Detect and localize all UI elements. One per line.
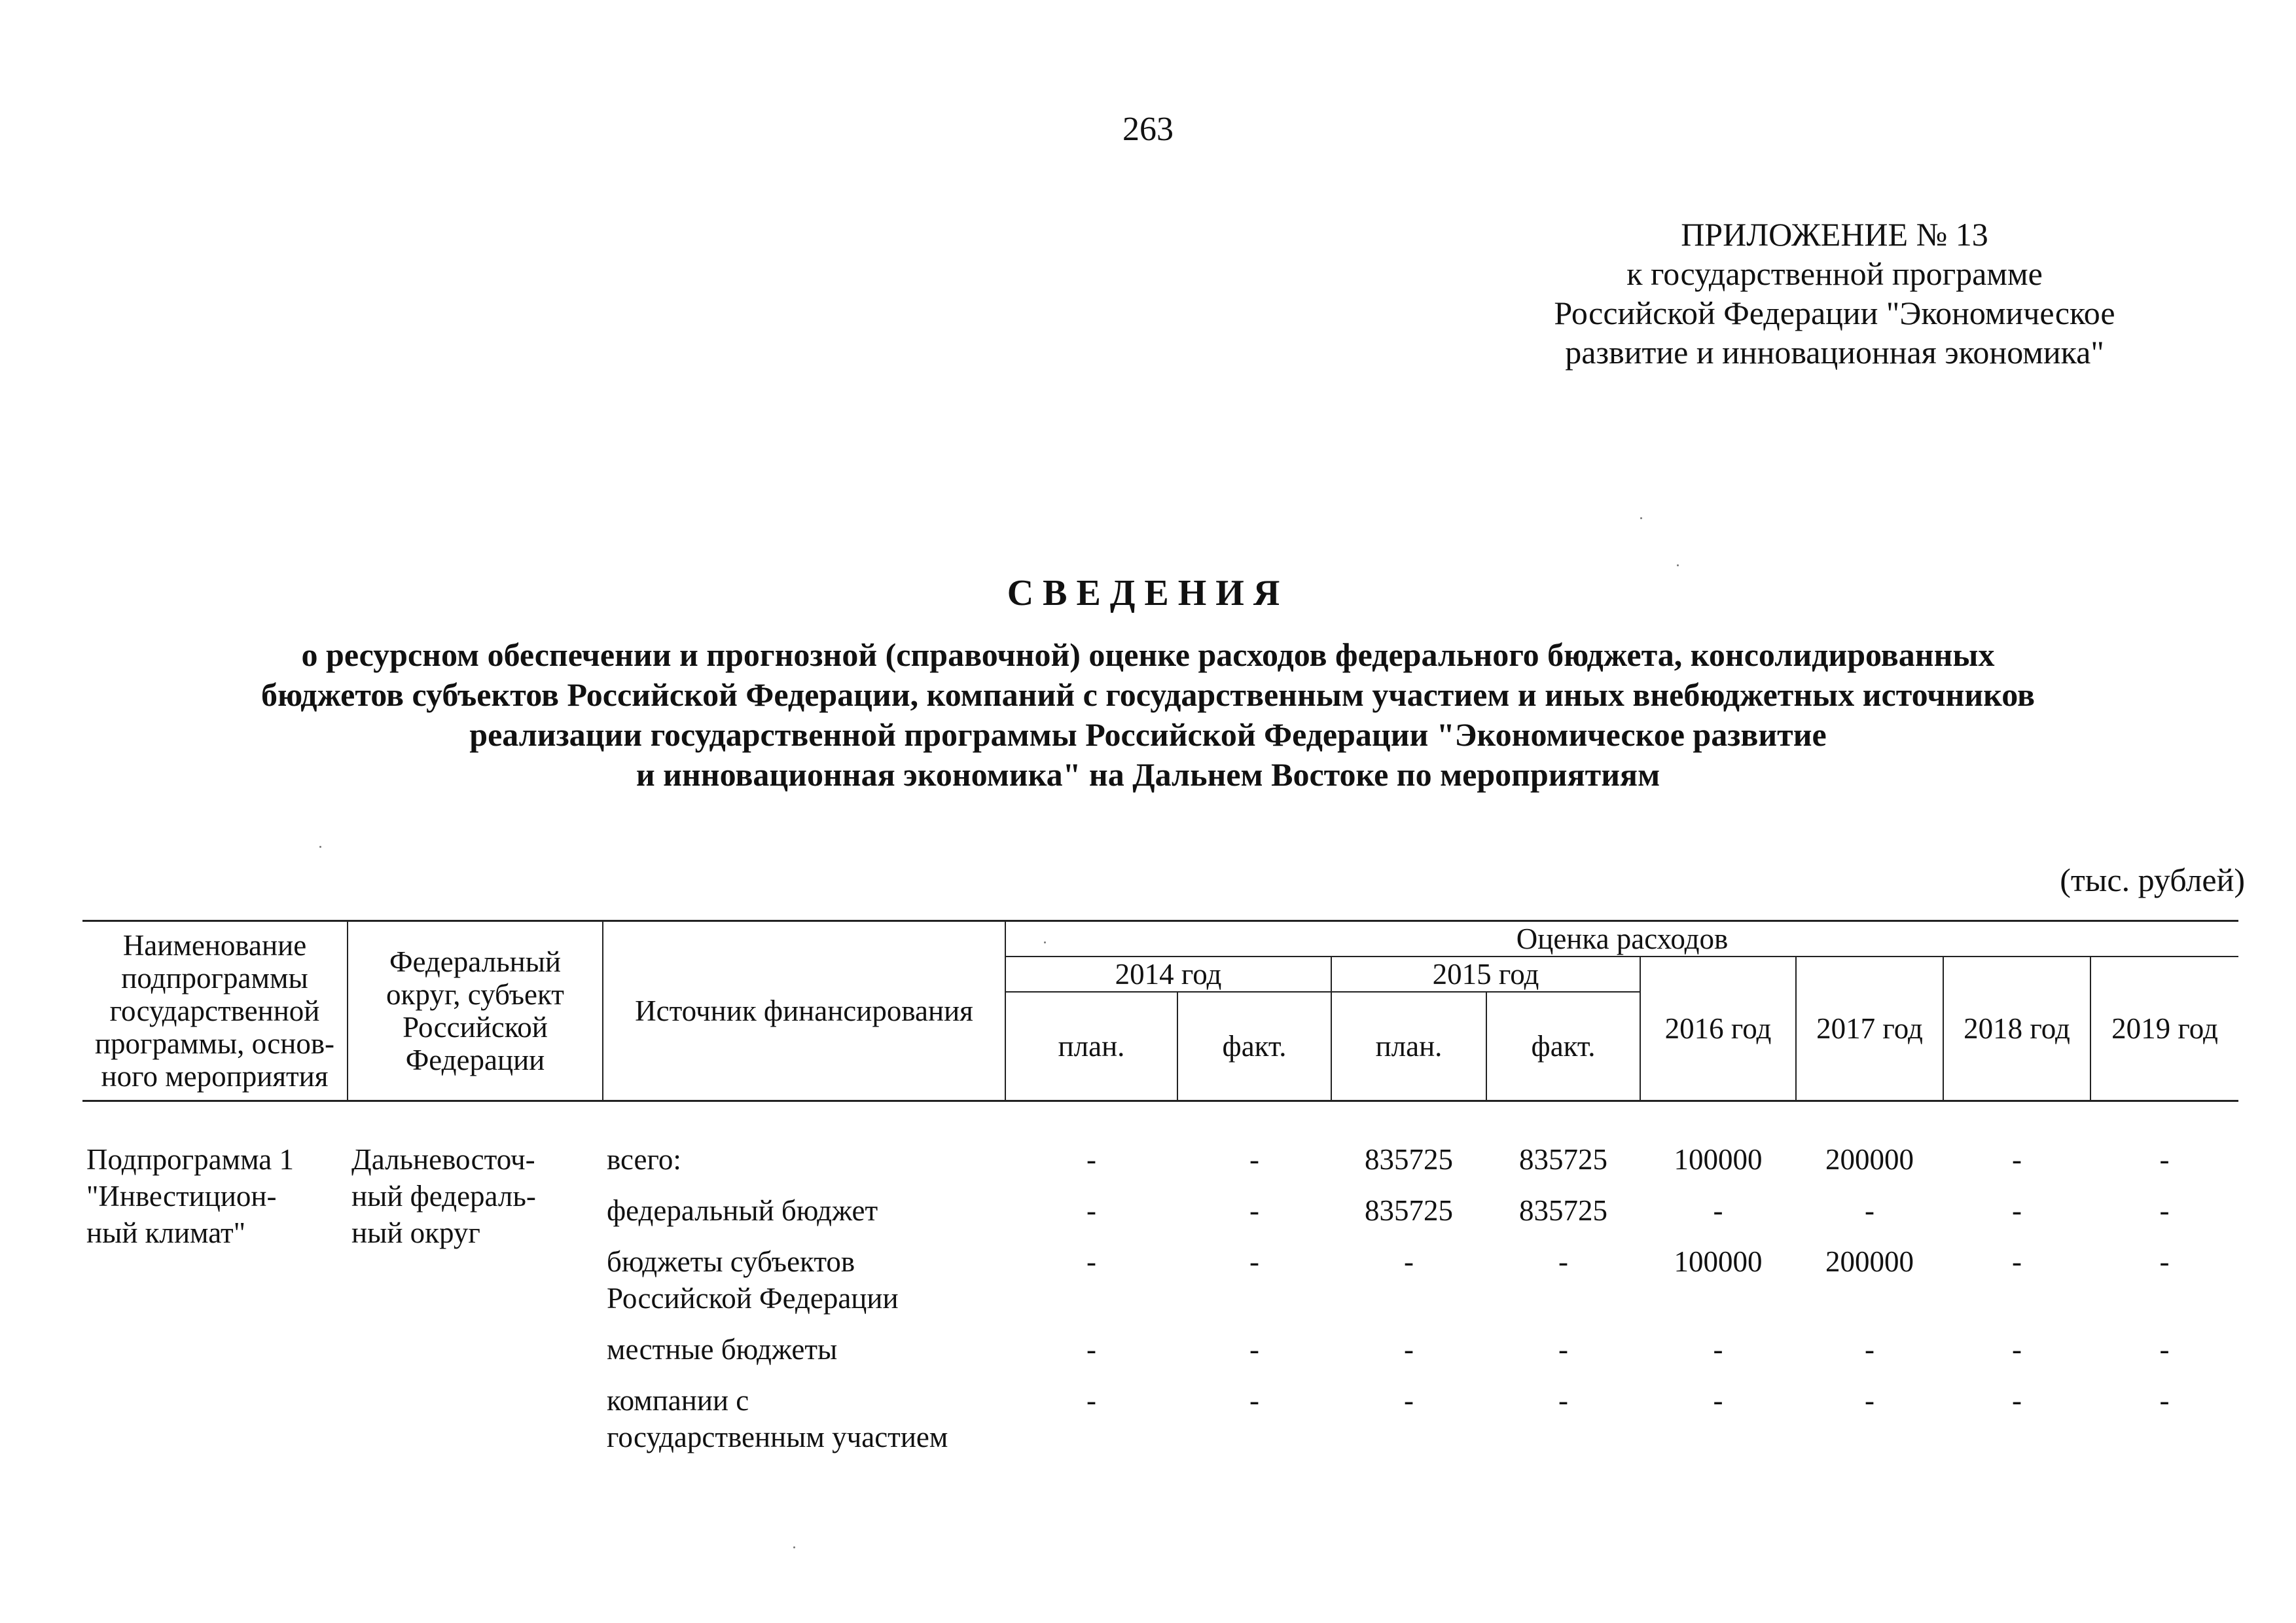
value-cell: - — [1086, 1333, 1096, 1366]
header-name: Наименование подпрограммы государственной программы, основ-ного мероприятия — [82, 921, 348, 1101]
district-line: Дальневосточ- — [351, 1143, 535, 1176]
source-cell — [603, 1331, 1005, 1382]
district-line: ный округ — [351, 1216, 480, 1249]
subtitle-line: бюджетов субъектов Российской Федерации, компаний с государственным участием и иных внебюджетных источников — [260, 676, 2036, 713]
value-cell: - — [1086, 1384, 1096, 1417]
value-cell: - — [1086, 1143, 1096, 1176]
appendix-line: ПРИЛОЖЕНИЕ № 13 — [1681, 216, 1988, 253]
value-cell: - — [2159, 1384, 2170, 1417]
header-2014: 2014 год — [1005, 957, 1331, 992]
value-cell: - — [1249, 1333, 1259, 1366]
value-cell: - — [2012, 1194, 2022, 1227]
subtitle-line: реализации государственной программы Российской Федерации "Экономическое развитие — [469, 716, 1827, 753]
value-cell: 835725 — [1519, 1143, 1607, 1176]
district-cell — [348, 1141, 603, 1455]
source-cell — [603, 1382, 1005, 1455]
value-cell: - — [1713, 1384, 1723, 1417]
value-cell: - — [1249, 1194, 1259, 1227]
source-line: Российской Федерации — [607, 1282, 899, 1315]
program-name-line: Подпрограмма 1 — [86, 1143, 294, 1176]
appendix-line: Российской Федерации "Экономическое — [1554, 295, 2115, 331]
value-cell: - — [1404, 1333, 1414, 1366]
table-spacer — [82, 1101, 2238, 1142]
value-cell: - — [1558, 1384, 1568, 1417]
value-cell: - — [1404, 1245, 1414, 1278]
scan-speck — [1044, 941, 1046, 943]
value-cell: - — [1086, 1194, 1096, 1227]
district-line: ный федераль- — [351, 1180, 536, 1213]
header-2015: 2015 год — [1331, 957, 1640, 992]
subtitle-line: о ресурсном обеспечении и прогнозной (справочной) оценке расходов федерального бюджета, консолидированных — [301, 636, 1995, 673]
value-cell: - — [1558, 1333, 1568, 1366]
expenditure-table — [82, 920, 2238, 1455]
value-cell: - — [2159, 1333, 2170, 1366]
value-cell: - — [1865, 1384, 1874, 1417]
value-cell: - — [1713, 1333, 1723, 1366]
value-cell: 100000 — [1674, 1245, 1763, 1278]
header-2016: 2016 год — [1640, 957, 1796, 1101]
units-label: (тыс. рублей) — [2060, 862, 2245, 898]
value-cell: - — [2012, 1384, 2022, 1417]
header-2014-fact: факт. — [1177, 992, 1331, 1101]
source-cell — [603, 1192, 1005, 1243]
source-cell — [603, 1243, 1005, 1331]
program-name-line: "Инвестицион- — [86, 1180, 277, 1213]
header-estimate: Оценка расходов — [1005, 921, 2238, 957]
value-cell: - — [2159, 1194, 2170, 1227]
source-line: федеральный бюджет — [607, 1194, 878, 1227]
value-cell: - — [1558, 1245, 1568, 1278]
value-cell: - — [1249, 1143, 1259, 1176]
value-cell: - — [1249, 1245, 1259, 1278]
header-2018: 2018 год — [1943, 957, 2090, 1101]
value-cell: - — [1865, 1194, 1874, 1227]
value-cell: - — [1249, 1384, 1259, 1417]
value-cell: - — [1865, 1333, 1874, 1366]
source-cell — [603, 1141, 1005, 1192]
appendix-block — [1442, 215, 2227, 372]
appendix-line: развитие и инновационная экономика" — [1565, 334, 2104, 371]
scan-speck — [793, 1546, 795, 1548]
value-cell: - — [1086, 1245, 1096, 1278]
scan-speck — [319, 846, 321, 848]
value-cell: 835725 — [1365, 1194, 1453, 1227]
document-title: СВЕДЕНИЯ — [1007, 573, 1289, 613]
value-cell: - — [2012, 1333, 2022, 1366]
program-name-cell — [82, 1141, 348, 1455]
value-cell: 835725 — [1365, 1143, 1453, 1176]
document-subtitle — [0, 635, 2296, 795]
value-cell: - — [2012, 1143, 2022, 1176]
scan-speck — [1640, 517, 1642, 519]
program-name-line: ный климат" — [86, 1216, 246, 1249]
table-row — [82, 1141, 2238, 1192]
value-cell: - — [1404, 1384, 1414, 1417]
header-2014-plan: план. — [1005, 992, 1177, 1101]
source-line: местные бюджеты — [607, 1333, 838, 1366]
source-line: компании с — [607, 1384, 749, 1417]
value-cell: - — [1713, 1194, 1723, 1227]
appendix-line: к государственной программе — [1626, 255, 2043, 292]
value-cell: - — [2012, 1245, 2022, 1278]
page-number: 263 — [1122, 111, 1174, 148]
header-2015-fact: факт. — [1486, 992, 1640, 1101]
header-2019: 2019 год — [2090, 957, 2238, 1101]
source-line: бюджеты субъектов — [607, 1245, 855, 1278]
header-source: Источник финансирования — [603, 921, 1005, 1101]
subtitle-line: и инновационная экономика" на Дальнем Востоке по мероприятиям — [636, 756, 1660, 793]
value-cell: 200000 — [1825, 1143, 1914, 1176]
value-cell: - — [2159, 1245, 2170, 1278]
header-2017: 2017 год — [1796, 957, 1943, 1101]
source-line: государственным участием — [607, 1421, 948, 1453]
header-district: Федеральный округ, субъект Российской Федерации — [348, 921, 603, 1101]
value-cell: 835725 — [1519, 1194, 1607, 1227]
value-cell: 200000 — [1825, 1245, 1914, 1278]
value-cell: - — [2159, 1143, 2170, 1176]
scan-speck — [1677, 564, 1679, 566]
source-line: всего: — [607, 1143, 681, 1176]
value-cell: 100000 — [1674, 1143, 1763, 1176]
header-2015-plan: план. — [1331, 992, 1486, 1101]
